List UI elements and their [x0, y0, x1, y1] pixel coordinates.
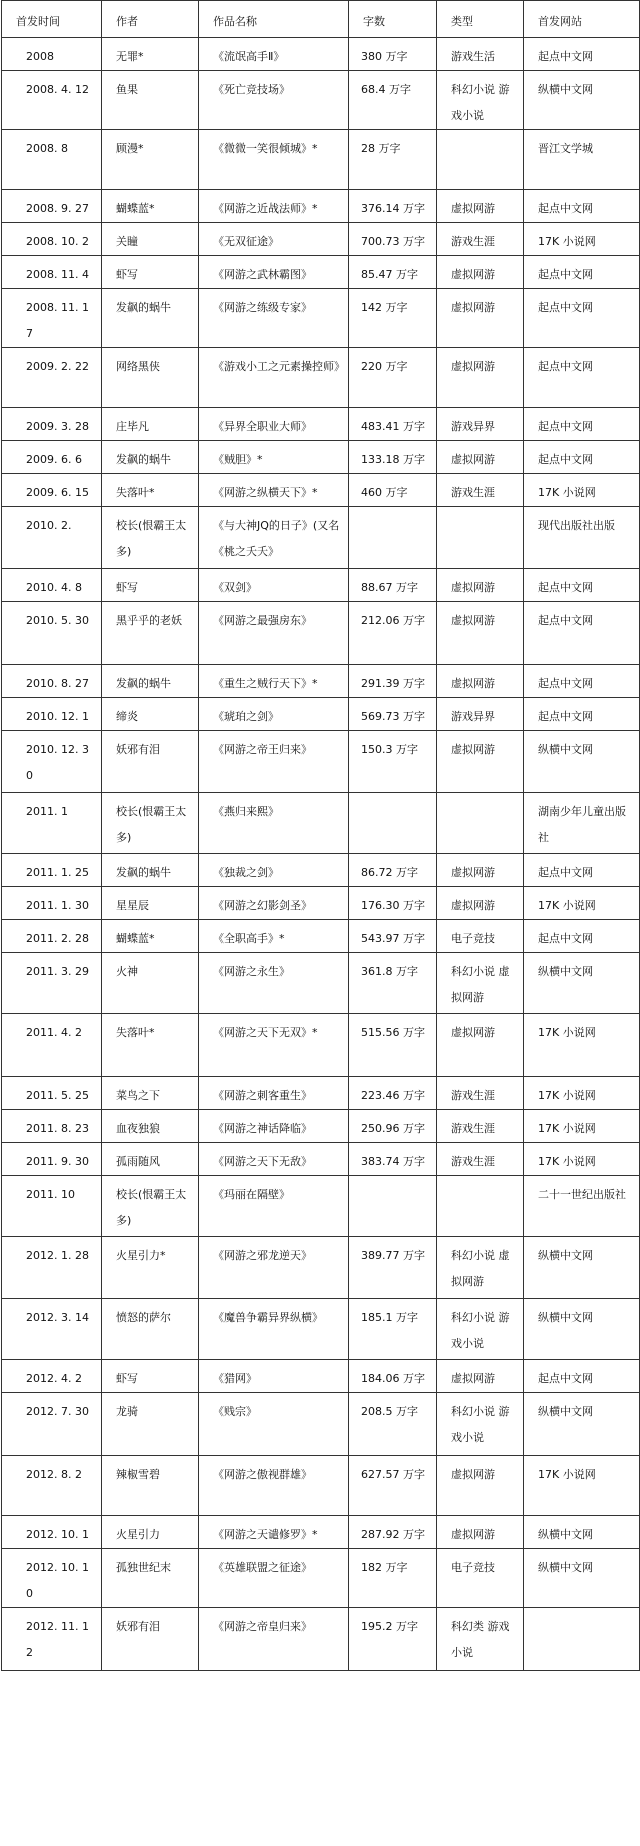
cell-words: 627.57 万字 — [349, 1456, 437, 1516]
cell-date: 2008. 11. 17 — [2, 289, 102, 348]
table-row — [2, 507, 640, 569]
table-row — [2, 665, 640, 698]
cell-author: 血夜独狼 — [102, 1110, 199, 1143]
cell-genre: 游戏生涯 — [437, 474, 524, 507]
cell-site: 湖南少年儿童出版社 — [524, 793, 640, 854]
cell-words: 88.67 万字 — [349, 569, 437, 602]
cell-words: 212.06 万字 — [349, 602, 437, 665]
table-row — [2, 1077, 640, 1110]
cell-site: 起点中文网 — [524, 408, 640, 441]
cell-author: 发飙的蜗牛 — [102, 854, 199, 887]
cell-title: 《游戏小工之元素操控师》 — [199, 348, 349, 408]
cell-title: 《网游之天谴修罗》* — [199, 1516, 349, 1549]
cell-genre: 虚拟网游 — [437, 1360, 524, 1393]
cell-author: 火星引力* — [102, 1237, 199, 1299]
table-row — [2, 1516, 640, 1549]
cell-words: 28 万字 — [349, 130, 437, 190]
cell-genre: 虚拟网游 — [437, 348, 524, 408]
cell-title: 《网游之幻影剑圣》 — [199, 887, 349, 920]
cell-words — [349, 1176, 437, 1237]
cell-site: 17K 小说网 — [524, 1456, 640, 1516]
cell-site: 17K 小说网 — [524, 1014, 640, 1077]
cell-words: 383.74 万字 — [349, 1143, 437, 1176]
cell-genre: 虚拟网游 — [437, 1516, 524, 1549]
cell-genre: 虚拟网游 — [437, 1014, 524, 1077]
cell-title: 《玛丽在隔壁》 — [199, 1176, 349, 1237]
table-row — [2, 38, 640, 71]
cell-title: 《双剑》 — [199, 569, 349, 602]
cell-genre — [437, 1176, 524, 1237]
cell-genre: 虚拟网游 — [437, 256, 524, 289]
cell-genre: 虚拟网游 — [437, 289, 524, 348]
cell-author: 蝴蝶蓝* — [102, 920, 199, 953]
cell-title: 《网游之神话降临》 — [199, 1110, 349, 1143]
cell-site: 起点中文网 — [524, 920, 640, 953]
cell-author: 孤雨随风 — [102, 1143, 199, 1176]
cell-words: 68.4 万字 — [349, 71, 437, 130]
cell-title: 《网游之永生》 — [199, 953, 349, 1014]
table-row — [2, 408, 640, 441]
cell-date: 2012. 7. 30 — [2, 1393, 102, 1456]
table-header-row — [2, 1, 640, 38]
cell-title: 《异界全职业大师》 — [199, 408, 349, 441]
cell-title: 《独裁之剑》 — [199, 854, 349, 887]
cell-site: 17K 小说网 — [524, 223, 640, 256]
table-row — [2, 1110, 640, 1143]
cell-site: 起点中文网 — [524, 441, 640, 474]
cell-site: 纵横中文网 — [524, 1299, 640, 1360]
cell-words: 195.2 万字 — [349, 1608, 437, 1671]
table-row — [2, 1014, 640, 1077]
cell-author: 缔炎 — [102, 698, 199, 731]
cell-title: 《网游之练级专家》 — [199, 289, 349, 348]
cell-date: 2010. 12. 30 — [2, 731, 102, 793]
table-row — [2, 441, 640, 474]
header-genre: 类型 — [437, 1, 524, 38]
cell-words: 700.73 万字 — [349, 223, 437, 256]
cell-date: 2012. 8. 2 — [2, 1456, 102, 1516]
cell-date: 2010. 5. 30 — [2, 602, 102, 665]
cell-date: 2011. 1 — [2, 793, 102, 854]
cell-words: 569.73 万字 — [349, 698, 437, 731]
cell-date: 2008. 8 — [2, 130, 102, 190]
cell-site: 起点中文网 — [524, 256, 640, 289]
cell-title: 《微微一笑很倾城》* — [199, 130, 349, 190]
cell-genre: 科幻小说 游戏小说 — [437, 1393, 524, 1456]
table-row — [2, 731, 640, 793]
cell-date: 2011. 4. 2 — [2, 1014, 102, 1077]
cell-author: 龙骑 — [102, 1393, 199, 1456]
cell-site: 起点中文网 — [524, 602, 640, 665]
cell-date: 2010. 12. 1 — [2, 698, 102, 731]
cell-site: 纵横中文网 — [524, 953, 640, 1014]
cell-site: 起点中文网 — [524, 854, 640, 887]
cell-words: 380 万字 — [349, 38, 437, 71]
cell-title: 《网游之天下无双》* — [199, 1014, 349, 1077]
cell-date: 2011. 9. 30 — [2, 1143, 102, 1176]
cell-title: 《魔兽争霸异界纵横》 — [199, 1299, 349, 1360]
cell-date: 2012. 10. 1 — [2, 1516, 102, 1549]
cell-author: 虾写 — [102, 256, 199, 289]
cell-site: 纵横中文网 — [524, 1237, 640, 1299]
cell-genre: 虚拟网游 — [437, 887, 524, 920]
cell-title: 《死亡竞技场》 — [199, 71, 349, 130]
cell-site: 纵横中文网 — [524, 71, 640, 130]
cell-title: 《与大神JQ的日子》(又名《桃之夭夭》 — [199, 507, 349, 569]
cell-words: 223.46 万字 — [349, 1077, 437, 1110]
cell-date: 2012. 4. 2 — [2, 1360, 102, 1393]
cell-words: 208.5 万字 — [349, 1393, 437, 1456]
table-body — [2, 38, 640, 1671]
table-row — [2, 698, 640, 731]
cell-title: 《网游之刺客重生》 — [199, 1077, 349, 1110]
cell-genre: 游戏生涯 — [437, 1077, 524, 1110]
cell-genre — [437, 793, 524, 854]
cell-words — [349, 507, 437, 569]
cell-genre: 游戏生涯 — [437, 223, 524, 256]
cell-date: 2008. 9. 27 — [2, 190, 102, 223]
cell-date: 2009. 6. 6 — [2, 441, 102, 474]
cell-site: 纵横中文网 — [524, 731, 640, 793]
novel-table — [1, 0, 640, 1671]
cell-author: 发飙的蜗牛 — [102, 441, 199, 474]
cell-words: 361.8 万字 — [349, 953, 437, 1014]
table-row — [2, 920, 640, 953]
cell-date: 2012. 11. 12 — [2, 1608, 102, 1671]
header-words: 字数 — [349, 1, 437, 38]
cell-words: 220 万字 — [349, 348, 437, 408]
cell-title: 《贱宗》 — [199, 1393, 349, 1456]
cell-genre — [437, 507, 524, 569]
cell-genre — [437, 130, 524, 190]
cell-date: 2011. 1. 25 — [2, 854, 102, 887]
cell-site: 现代出版社出版 — [524, 507, 640, 569]
cell-title: 《网游之邪龙逆天》 — [199, 1237, 349, 1299]
cell-author: 顾漫* — [102, 130, 199, 190]
cell-words: 176.30 万字 — [349, 887, 437, 920]
cell-author: 愤怒的萨尔 — [102, 1299, 199, 1360]
table-row — [2, 1393, 640, 1456]
cell-words: 389.77 万字 — [349, 1237, 437, 1299]
cell-site: 起点中文网 — [524, 348, 640, 408]
cell-genre: 虚拟网游 — [437, 1456, 524, 1516]
cell-date: 2008. 4. 12 — [2, 71, 102, 130]
cell-title: 《贼胆》* — [199, 441, 349, 474]
cell-author: 虾写 — [102, 1360, 199, 1393]
cell-site: 17K 小说网 — [524, 1077, 640, 1110]
cell-date: 2010. 2. — [2, 507, 102, 569]
cell-author: 失落叶* — [102, 1014, 199, 1077]
table-row — [2, 223, 640, 256]
cell-site: 起点中文网 — [524, 1360, 640, 1393]
cell-author: 关瞳 — [102, 223, 199, 256]
cell-author: 发飙的蜗牛 — [102, 289, 199, 348]
table-row — [2, 289, 640, 348]
cell-site: 17K 小说网 — [524, 887, 640, 920]
cell-genre: 虚拟网游 — [437, 190, 524, 223]
cell-author: 星星辰 — [102, 887, 199, 920]
cell-site: 起点中文网 — [524, 289, 640, 348]
cell-author: 鱼果 — [102, 71, 199, 130]
cell-title: 《琥珀之剑》 — [199, 698, 349, 731]
cell-title: 《网游之武林霸图》 — [199, 256, 349, 289]
table-row — [2, 1237, 640, 1299]
cell-words: 150.3 万字 — [349, 731, 437, 793]
cell-author: 校长(恨霸王太多) — [102, 793, 199, 854]
cell-author: 蝴蝶蓝* — [102, 190, 199, 223]
cell-genre: 科幻小说 虚拟网游 — [437, 1237, 524, 1299]
cell-site: 起点中文网 — [524, 38, 640, 71]
table-row — [2, 1456, 640, 1516]
cell-site: 二十一世纪出版社 — [524, 1176, 640, 1237]
table-row — [2, 569, 640, 602]
cell-date: 2012. 1. 28 — [2, 1237, 102, 1299]
table-row — [2, 474, 640, 507]
header-site: 首发网站 — [524, 1, 640, 38]
table-row — [2, 1143, 640, 1176]
cell-genre: 游戏生涯 — [437, 1143, 524, 1176]
cell-words: 250.96 万字 — [349, 1110, 437, 1143]
cell-date: 2008 — [2, 38, 102, 71]
cell-author: 妖邪有泪 — [102, 1608, 199, 1671]
table-row — [2, 190, 640, 223]
cell-title: 《英雄联盟之征途》 — [199, 1549, 349, 1608]
cell-author: 菜鸟之下 — [102, 1077, 199, 1110]
cell-author: 失落叶* — [102, 474, 199, 507]
cell-words: 376.14 万字 — [349, 190, 437, 223]
cell-site: 起点中文网 — [524, 190, 640, 223]
table-row — [2, 793, 640, 854]
cell-genre: 科幻小说 游戏小说 — [437, 71, 524, 130]
table-row — [2, 602, 640, 665]
table-row — [2, 1549, 640, 1608]
cell-genre: 虚拟网游 — [437, 731, 524, 793]
cell-date: 2008. 10. 2 — [2, 223, 102, 256]
cell-genre: 游戏生涯 — [437, 1110, 524, 1143]
table-row — [2, 1608, 640, 1671]
cell-date: 2011. 8. 23 — [2, 1110, 102, 1143]
cell-title: 《猎网》 — [199, 1360, 349, 1393]
cell-words: 142 万字 — [349, 289, 437, 348]
cell-words: 85.47 万字 — [349, 256, 437, 289]
cell-site: 起点中文网 — [524, 569, 640, 602]
cell-title: 《重生之贼行天下》* — [199, 665, 349, 698]
cell-date: 2011. 1. 30 — [2, 887, 102, 920]
cell-author: 无罪* — [102, 38, 199, 71]
cell-date: 2012. 10. 10 — [2, 1549, 102, 1608]
cell-genre: 虚拟网游 — [437, 569, 524, 602]
cell-author: 孤独世纪末 — [102, 1549, 199, 1608]
cell-words: 543.97 万字 — [349, 920, 437, 953]
cell-date: 2009. 3. 28 — [2, 408, 102, 441]
cell-title: 《流氓高手Ⅱ》 — [199, 38, 349, 71]
table-row — [2, 256, 640, 289]
cell-words: 86.72 万字 — [349, 854, 437, 887]
cell-title: 《网游之最强房东》 — [199, 602, 349, 665]
cell-site: 纵横中文网 — [524, 1516, 640, 1549]
cell-genre: 科幻类 游戏小说 — [437, 1608, 524, 1671]
cell-title: 《无双征途》 — [199, 223, 349, 256]
cell-genre: 电子竞技 — [437, 1549, 524, 1608]
cell-author: 火神 — [102, 953, 199, 1014]
cell-site: 起点中文网 — [524, 665, 640, 698]
cell-author: 校长(恨霸王太多) — [102, 507, 199, 569]
cell-genre: 游戏生活 — [437, 38, 524, 71]
cell-author: 庄毕凡 — [102, 408, 199, 441]
table-row — [2, 1360, 640, 1393]
cell-site: 17K 小说网 — [524, 1143, 640, 1176]
cell-author: 火星引力 — [102, 1516, 199, 1549]
cell-date: 2010. 8. 27 — [2, 665, 102, 698]
cell-author: 网络黑侠 — [102, 348, 199, 408]
cell-words: 184.06 万字 — [349, 1360, 437, 1393]
table-row — [2, 71, 640, 130]
cell-genre: 科幻小说 虚拟网游 — [437, 953, 524, 1014]
header-date: 首发时间 — [2, 1, 102, 38]
cell-words: 460 万字 — [349, 474, 437, 507]
cell-title: 《网游之帝皇归来》 — [199, 1608, 349, 1671]
cell-words: 287.92 万字 — [349, 1516, 437, 1549]
cell-author: 妖邪有泪 — [102, 731, 199, 793]
cell-title: 《网游之天下无敌》 — [199, 1143, 349, 1176]
table-row — [2, 1176, 640, 1237]
cell-date: 2012. 3. 14 — [2, 1299, 102, 1360]
cell-site — [524, 1608, 640, 1671]
cell-title: 《网游之傲视群雄》 — [199, 1456, 349, 1516]
cell-words: 515.56 万字 — [349, 1014, 437, 1077]
table-row — [2, 1299, 640, 1360]
cell-date: 2009. 6. 15 — [2, 474, 102, 507]
cell-words: 483.41 万字 — [349, 408, 437, 441]
table-row — [2, 953, 640, 1014]
cell-author: 发飙的蜗牛 — [102, 665, 199, 698]
cell-site: 起点中文网 — [524, 698, 640, 731]
cell-genre: 虚拟网游 — [437, 665, 524, 698]
cell-author: 黑乎乎的老妖 — [102, 602, 199, 665]
cell-words: 185.1 万字 — [349, 1299, 437, 1360]
header-author: 作者 — [102, 1, 199, 38]
cell-author: 校长(恨霸王太多) — [102, 1176, 199, 1237]
cell-author: 虾写 — [102, 569, 199, 602]
cell-title: 《网游之近战法师》* — [199, 190, 349, 223]
cell-genre: 游戏异界 — [437, 408, 524, 441]
cell-title: 《网游之帝王归来》 — [199, 731, 349, 793]
cell-author: 辣椒雪碧 — [102, 1456, 199, 1516]
cell-site: 17K 小说网 — [524, 474, 640, 507]
header-title: 作品名称 — [199, 1, 349, 38]
table-row — [2, 130, 640, 190]
cell-title: 《全职高手》* — [199, 920, 349, 953]
cell-date: 2011. 10 — [2, 1176, 102, 1237]
cell-title: 《网游之纵横天下》* — [199, 474, 349, 507]
cell-words: 133.18 万字 — [349, 441, 437, 474]
cell-genre: 虚拟网游 — [437, 602, 524, 665]
cell-date: 2011. 3. 29 — [2, 953, 102, 1014]
cell-genre: 科幻小说 游戏小说 — [437, 1299, 524, 1360]
table-row — [2, 854, 640, 887]
cell-genre: 游戏异界 — [437, 698, 524, 731]
cell-words — [349, 793, 437, 854]
cell-site: 纵横中文网 — [524, 1549, 640, 1608]
table-row — [2, 348, 640, 408]
cell-site: 17K 小说网 — [524, 1110, 640, 1143]
cell-site: 纵横中文网 — [524, 1393, 640, 1456]
cell-date: 2008. 11. 4 — [2, 256, 102, 289]
cell-words: 291.39 万字 — [349, 665, 437, 698]
cell-genre: 电子竞技 — [437, 920, 524, 953]
cell-genre: 虚拟网游 — [437, 441, 524, 474]
cell-date: 2011. 5. 25 — [2, 1077, 102, 1110]
cell-date: 2009. 2. 22 — [2, 348, 102, 408]
cell-site: 晋江文学城 — [524, 130, 640, 190]
cell-words: 182 万字 — [349, 1549, 437, 1608]
cell-genre: 虚拟网游 — [437, 854, 524, 887]
table-row — [2, 887, 640, 920]
cell-date: 2010. 4. 8 — [2, 569, 102, 602]
cell-date: 2011. 2. 28 — [2, 920, 102, 953]
cell-title: 《燕归来熙》 — [199, 793, 349, 854]
